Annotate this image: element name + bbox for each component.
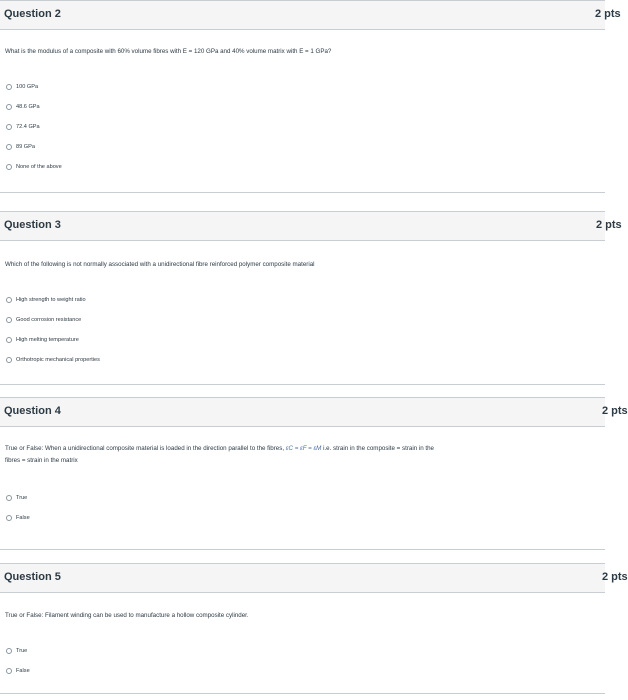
radio-icon[interactable] [6,515,12,521]
divider [0,693,605,694]
answer-label: Good corrosion resistance [16,317,82,323]
answer-label: Orthotropic mechanical properties [16,357,100,363]
divider [0,384,605,385]
question-2-answer-2[interactable] [6,101,40,113]
answer-label: True [16,495,28,501]
question-4-text [5,443,601,467]
answer-label: 100 GPa [16,84,39,90]
question-4-text-part-b: i.e. strain in the composite = strain in the [323,445,434,452]
question-5-title: Question 5 [4,571,61,583]
question-5-points: 2 pts [602,571,628,583]
question-5-answer-false[interactable] [6,665,30,677]
question-2-title: Question 2 [4,8,61,20]
divider [0,549,605,550]
question-4-text-line-2: fibres = strain in the matrix [5,457,78,464]
question-2-answer-4[interactable] [6,141,35,153]
question-4-text-part-a: True or False: When a unidirectional composite material is loaded in the direction parallel to the fibres, [5,445,285,452]
answer-label: 89 GPa [16,144,35,150]
question-5-text: True or False: Filament winding can be used to manufacture a hollow composite cylinder. [5,612,249,619]
radio-icon[interactable] [6,164,12,170]
answer-label: True [16,648,28,654]
strain-equation: εC = εF = εM [285,445,322,452]
question-5-header [0,563,628,593]
question-3-text: Which of the following is not normally associated with a unidirectional fibre reinforced polymer composite material [5,261,315,268]
radio-icon[interactable] [6,495,12,501]
radio-icon[interactable] [6,337,12,343]
question-3-answer-3[interactable] [6,334,79,346]
question-2-answer-1[interactable] [6,81,38,93]
question-5-answer-true[interactable] [6,645,27,657]
question-2-points: 2 pts [595,8,621,20]
radio-icon[interactable] [6,297,12,303]
question-3-points: 2 pts [596,219,622,231]
question-3-answer-2[interactable] [6,314,81,326]
answer-label: High strength to weight ratio [16,297,86,303]
question-4-points: 2 pts [602,405,628,417]
question-4-answer-false[interactable] [6,512,30,524]
question-3-header [0,211,622,241]
divider [0,192,605,193]
question-2-text: What is the modulus of a composite with 60% volume fibres with E = 120 GPa and 40% volume matrix with E = 1 GPa? [5,48,332,55]
question-3-answer-1[interactable] [6,294,86,306]
question-4-title: Question 4 [4,405,61,417]
answer-label: 72.4 GPa [16,124,40,130]
question-3-title: Question 3 [4,219,61,231]
question-2-answer-3[interactable] [6,121,40,133]
radio-icon[interactable] [6,317,12,323]
radio-icon[interactable] [6,84,12,90]
radio-icon[interactable] [6,648,12,654]
answer-label: High melting temperature [16,337,79,343]
question-2-header [0,0,621,30]
radio-icon[interactable] [6,104,12,110]
radio-icon[interactable] [6,144,12,150]
answer-label: None of the above [16,164,62,170]
radio-icon[interactable] [6,124,12,130]
question-4-header [0,397,628,427]
question-3-answer-4[interactable] [6,354,100,366]
question-4-answer-true[interactable] [6,492,27,504]
answer-label: False [16,515,30,521]
radio-icon[interactable] [6,668,12,674]
answer-label: False [16,668,30,674]
radio-icon[interactable] [6,357,12,363]
answer-label: 48.6 GPa [16,104,40,110]
question-2-answer-5[interactable] [6,161,62,173]
